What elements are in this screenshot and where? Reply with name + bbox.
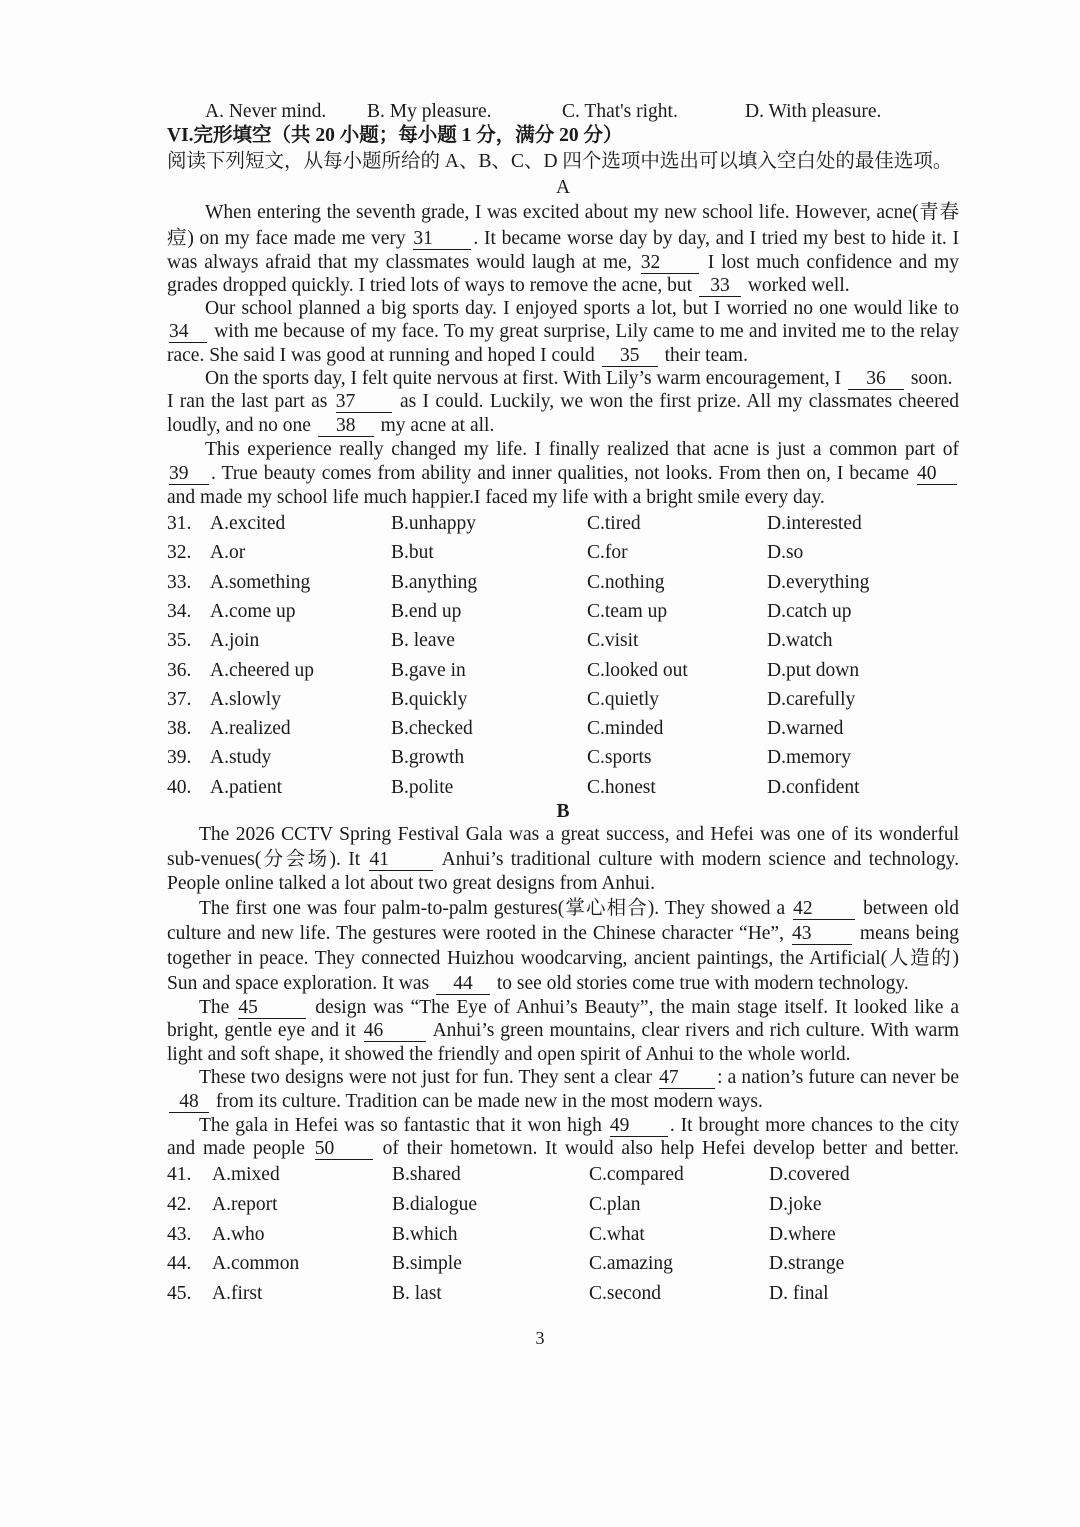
question-number: 33. (167, 571, 192, 593)
passage-line: The 2026 CCTV Spring Festival Gala was a great success, and Hefei was one of its wonderful (199, 824, 959, 845)
option-c: C.plan (589, 1193, 641, 1215)
option-d: D. final (769, 1283, 829, 1305)
option-a: A.excited (210, 513, 286, 534)
blank-number: 33 (699, 276, 741, 297)
option-c: C.tired (587, 513, 641, 534)
passage-line: People online talked a lot about two great designs from Anhui. (167, 873, 655, 894)
blank-number: 32 (641, 253, 699, 274)
option-a: A.common (212, 1253, 300, 1275)
option-a: A.cheered up (210, 659, 314, 681)
option-b: B.unhappy (391, 513, 477, 534)
passage-a-label: A (555, 177, 571, 198)
blank-number: 49 (610, 1116, 668, 1137)
question-number: 45. (167, 1283, 192, 1305)
option-d: D.catch up (767, 600, 852, 622)
option-d: D.confident (767, 776, 860, 798)
passage-line: The 45 design was “The Eye of Anhui’s Beauty”, the main stage itself. It looked like a (199, 997, 959, 1018)
prev-option-d: D. With pleasure. (745, 101, 882, 122)
option-d: D.warned (767, 718, 844, 740)
option-a: A.slowly (210, 688, 281, 710)
option-a: A.first (212, 1283, 263, 1305)
prev-option-a: A. Never mind. (205, 101, 327, 122)
passage-line: light and soft shape, it showed the friendly and open spirit of Anhui to the whole world. (167, 1044, 851, 1065)
option-a: A.mixed (212, 1164, 280, 1185)
question-number: 36. (167, 659, 192, 681)
passage-line: sub-venues(分会场). It 41 Anhui’s traditional culture with modern science and technology. (167, 849, 959, 870)
option-c: C.sports (587, 747, 652, 769)
passage-line: I ran the last part as 37 as I could. Luckily, we won the first prize. All my classmates cheered (167, 391, 960, 412)
option-b: B.gave in (391, 659, 466, 681)
passage-line: 48 from its culture. Tradition can be made new in the most modern ways. (167, 1090, 959, 1114)
option-b: B.anything (391, 571, 478, 593)
option-d: D.watch (767, 630, 833, 652)
blank-number: 48 (169, 1092, 209, 1113)
option-b: B.quickly (391, 688, 468, 710)
passage-line: was always afraid that my classmates would laugh at me, 32 I lost much confidence and my (167, 252, 959, 273)
option-b: B. last (392, 1283, 442, 1305)
passage-line: 39 . True beauty comes from ability and inner qualities, not looks. From then on, I became 40 (167, 462, 959, 486)
option-a: A.join (210, 630, 260, 652)
option-d: D.strange (769, 1253, 845, 1275)
passage-line: and made my school life much happier.I faced my life with a bright smile every day. (167, 487, 825, 508)
question-number: 32. (167, 542, 192, 564)
option-d: D.interested (767, 513, 862, 534)
option-b: B.checked (391, 718, 473, 740)
passage-line: Our school planned a big sports day. I enjoyed sports a lot, but I worried no one would like to (205, 298, 959, 319)
blank-number: 46 (364, 1021, 426, 1042)
option-d: D.so (767, 542, 804, 564)
blank-number: 35 (602, 346, 658, 367)
option-d: D.carefully (767, 688, 856, 710)
option-d: D.everything (767, 571, 870, 593)
option-a: A.or (210, 542, 246, 564)
passage-line: race. She said I was good at running and hoped I could 35 their team. (167, 345, 748, 366)
passage-line: On the sports day, I felt quite nervous at first. With Lily’s warm encouragement, I 36 soon. (205, 368, 953, 389)
prev-option-c: C. That's right. (562, 101, 678, 122)
option-c: C.for (587, 542, 628, 564)
question-number: 37. (167, 688, 192, 710)
option-a: A.something (210, 571, 311, 593)
option-a: A.who (212, 1223, 265, 1245)
blank-number: 45 (238, 998, 306, 1019)
blank-number: 31 (413, 229, 471, 250)
passage-line: When entering the seventh grade, I was excited about my new school life. However, acne(青春 (205, 202, 959, 223)
option-c: C.honest (587, 776, 656, 798)
passage-line: culture and new life. The gestures were rooted in the Chinese character “He”, 43 means being (167, 923, 960, 944)
question-number: 34. (167, 600, 192, 622)
option-c: C.nothing (587, 571, 665, 593)
passage-line: together in peace. They connected Huizhou woodcarving, ancient paintings, the Artificial(人造的) (167, 948, 959, 969)
option-a: A.study (210, 747, 272, 769)
blank-number: 43 (792, 924, 852, 945)
option-c: C.team up (587, 600, 668, 622)
passage-line: bright, gentle eye and it 46 Anhui’s green mountains, clear rivers and rich culture. With warm (167, 1020, 960, 1041)
blank-number: 38 (318, 416, 374, 437)
blank-number: 37 (336, 392, 392, 413)
question-number: 43. (167, 1223, 192, 1245)
blank-number: 42 (793, 899, 855, 920)
blank-number: 41 (369, 850, 433, 871)
blank-number: 50 (315, 1139, 373, 1160)
passage-line: 痘) on my face made me very 31 . It became worse day by day, and I tried my best to hide it. I (167, 228, 959, 249)
option-a: A.come up (210, 600, 296, 622)
question-number: 41. (167, 1164, 192, 1185)
option-b: B.simple (392, 1253, 462, 1275)
option-c: C.second (589, 1283, 662, 1305)
option-b: B. leave (391, 630, 455, 652)
blank-number: 44 (436, 974, 490, 995)
prev-option-b: B. My pleasure. (367, 101, 492, 122)
passage-line: The gala in Hefei was so fantastic that it won high 49 . It brought more chances to the city (199, 1115, 959, 1136)
passage-line: 34 with me because of my face. To my great surprise, Lily came to me and invited me to the relay (169, 321, 959, 342)
passage-line: and made people 50 of their hometown. It would also help Hefei develop better and better. (167, 1138, 959, 1159)
question-number: 44. (167, 1253, 192, 1275)
passage-line: This experience really changed my life. I finally realized that acne is just a common part of (205, 439, 959, 460)
option-b: B.end up (391, 600, 462, 622)
passage-b-label: B (556, 801, 570, 822)
option-b: B.dialogue (392, 1193, 478, 1215)
option-c: C.visit (587, 630, 639, 652)
option-c: C.compared (589, 1164, 684, 1185)
option-d: D.where (769, 1223, 836, 1245)
option-c: C.looked out (587, 659, 688, 681)
question-number: 42. (167, 1193, 192, 1215)
option-a: A.realized (210, 718, 291, 740)
option-d: D.joke (769, 1193, 822, 1215)
passage-line: loudly, and no one 38 my acne at all. (167, 415, 495, 436)
blank-number: 40 (917, 464, 957, 485)
option-c: C.what (589, 1223, 645, 1245)
passage-line: Sun and space exploration. It was 44 to see old stories come true with modern technology. (167, 973, 909, 994)
option-d: D.covered (769, 1164, 850, 1185)
option-b: B.polite (391, 776, 454, 798)
passage-line: The first one was four palm-to-palm gestures(掌心相合). They showed a 42 between old (199, 898, 959, 919)
question-number: 38. (167, 718, 192, 740)
blank-number: 34 (169, 322, 207, 343)
question-number: 31. (167, 513, 192, 534)
option-d: D.memory (767, 747, 851, 769)
blank-number: 36 (848, 369, 904, 390)
blank-number: 47 (659, 1068, 715, 1089)
option-a: A.patient (210, 776, 283, 798)
passage-line: These two designs were not just for fun. They sent a clear 47 : a nation’s future can never be (199, 1067, 959, 1088)
section-title: VI.完形填空（共 20 小题；每小题 1 分，满分 20 分） (167, 125, 623, 146)
section-instruction: 阅读下列短文，从每小题所给的 A、B、C、D 四个选项中选出可以填入空白处的最佳选项。 (167, 151, 953, 172)
question-number: 40. (167, 776, 192, 798)
option-d: D.put down (767, 659, 860, 681)
option-c: C.minded (587, 718, 664, 740)
option-b: B.shared (392, 1164, 461, 1185)
question-number: 35. (167, 630, 192, 652)
option-c: C.amazing (589, 1253, 673, 1275)
option-a: A.report (212, 1193, 278, 1215)
option-b: B.but (391, 542, 434, 564)
question-number: 39. (167, 747, 192, 769)
passage-line: grades dropped quickly. I tried lots of ways to remove the acne, but 33 worked well. (167, 275, 850, 296)
option-b: B.which (392, 1223, 458, 1245)
option-b: B.growth (391, 747, 465, 769)
blank-number: 39 (169, 464, 209, 485)
page-number: 3 (535, 1328, 545, 1348)
option-c: C.quietly (587, 688, 660, 710)
